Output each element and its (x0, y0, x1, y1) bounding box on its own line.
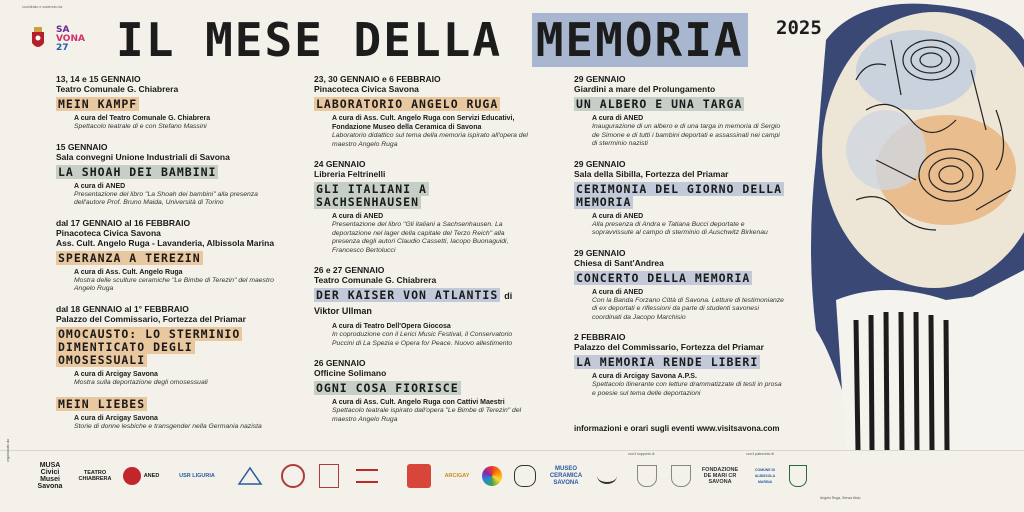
event-organizer: A cura di ANED (74, 182, 126, 190)
event-organizer: A cura di Arcigay Savona A.P.S. (592, 373, 697, 380)
cattivi-maestri-logo (404, 458, 434, 494)
event-venue: Giardini a mare del Prolungamento (574, 84, 716, 94)
artwork-portrait (796, 0, 1024, 450)
event-venue: Palazzo del Commissario, Fortezza del Priamar (574, 342, 764, 352)
savona-crest-icon (30, 26, 46, 52)
event-date: 26 e 27 GENNAIO (314, 265, 385, 275)
events-column-3 (574, 74, 786, 408)
isrec-logo (350, 458, 384, 494)
event-venue: Palazzo del Commissario, Fortezza del Priamar (56, 313, 246, 324)
events-column-2 (314, 74, 534, 434)
event-organizer: A cura di Ass. Cult. Angelo Ruga (74, 268, 183, 276)
event-title: DER KAISER VON ATLANTIS (316, 288, 499, 302)
event-date: 29 GENNAIO (574, 74, 626, 84)
event-title: LA MEMORIA RENDE LIBERI (576, 355, 759, 369)
footer-org-label: organizzato da (6, 439, 10, 462)
event-venue: Sala della Sibilla, Fortezza del Priamar (574, 168, 729, 179)
event-title: SPERANZA A TEREZIN (58, 250, 201, 265)
events-column-1 (56, 74, 276, 442)
event-title: MEIN KAMPF (58, 97, 138, 111)
event-venue: Teatro Comunale G. Chiabrera (56, 84, 179, 94)
event-organizer: A cura di Ass. Cult. Angelo Ruga con Cattivi Maestri (332, 399, 505, 406)
event-venue: Teatro Comunale G. Chiabrera (314, 275, 437, 285)
event-item (56, 218, 276, 294)
event-item (56, 304, 276, 388)
footer-support-label: con il supporto di (628, 452, 655, 456)
event-description: Spettacolo itinerante con letture drammatizzate di testi in prosa e poesie sul tema delle deportazioni (592, 381, 782, 397)
swirl-logo (594, 458, 620, 494)
event-venue: Libreria Feltrinelli (314, 169, 386, 179)
event-organizer: A cura di ANED (332, 213, 384, 220)
event-description: Presentazione del libro "La Shoah dei bambini" alla presenza dell'autore Prof. Bruno Maida, Università di Torino (74, 190, 258, 206)
event-date: 23, 30 GENNAIO e 6 FEBBRAIO (314, 74, 441, 84)
albissola-logo: COMUNE DI ALBISSOLA MARINA (754, 468, 776, 484)
event-date: 29 GENNAIO (574, 247, 626, 258)
event-date: 2 FEBBRAIO (574, 332, 626, 342)
footer-patronage-label: con il patrocinio di (746, 452, 775, 456)
event-item (574, 74, 786, 149)
event-venue: Pinacoteca Civica Savona (314, 84, 419, 94)
event-description: Storie di donne lesbiche e transgender nella Germania nazista (74, 423, 262, 430)
event-item (574, 159, 786, 238)
event-item (314, 74, 534, 149)
year-label: 2025 (776, 17, 822, 39)
event-description: Spettacolo teatrale ispirato dall'opera "Le Bimbe di Terezin" del maestro Angelo Ruga (332, 407, 522, 423)
event-item (314, 265, 534, 348)
event-organizer: A cura di ANED (592, 115, 644, 122)
event-venue: Officine Solimano (314, 368, 387, 378)
event-date: 24 GENNAIO (314, 159, 366, 169)
event-date: 15 GENNAIO (56, 141, 108, 152)
crest-logo-2 (668, 458, 694, 494)
event-date: 13, 14 e 15 GENNAIO (56, 74, 141, 84)
info-text[interactable]: informazioni e orari sugli eventi www.visitsavona.com (574, 424, 780, 433)
event-organizer: A cura di ANED (592, 288, 644, 296)
event-description: Inaugurazione di un albero e di una targa in memoria di Sergio de Simone e di tutti i bambini deportati e assassinati nei campi di sterminio nazisti (592, 123, 781, 147)
footer-divider (0, 450, 1024, 451)
crest-logo-1 (634, 458, 660, 494)
artwork-credit: Angelo Ruga, Senza titolo (820, 496, 861, 500)
event-item (56, 74, 276, 132)
event-venue: Pinacoteca Civica Savona Ass. Cult. Angelo Ruga - Lavanderia, Albissola Marina (56, 227, 275, 248)
event-title: GLI ITALIANI A SACHSENHAUSEN (316, 182, 427, 209)
event-title: OMOCAUSTO: LO STERMINIO DIMENTICATO DEGLI OMOSESSUALI (58, 326, 241, 367)
event-venue: Sala convegni Unione Industriali di Savona (56, 151, 230, 162)
teatro-chiabrera-logo: TEATRO CHIABRERA (78, 470, 112, 482)
event-description: Laboratorio didattico sul tema della memoria ispirato all'opera del maestro Angelo Ruga (332, 132, 528, 148)
event-organizer: A cura di Arcigay Savona (74, 415, 158, 422)
ruga-logo (512, 458, 538, 494)
event-description: Mostra sulla deportazione degli omosessuali (74, 378, 208, 386)
event-title: CONCERTO DELLA MEMORIA (576, 270, 751, 285)
event-item (56, 397, 276, 432)
event-title: LABORATORIO ANGELO RUGA (316, 97, 499, 111)
aned-logo: ANED (118, 458, 164, 494)
title-highlight: MEMORIA (532, 13, 748, 67)
arcigay-logo: ARCIGAY (444, 473, 470, 479)
event-title-suffix: di Viktor Ullman (314, 291, 513, 316)
usr-liguria-logo: USR LIGURIA (179, 473, 215, 479)
event-description: Con la Banda Forzano Città di Savona. Letture di testimonianze di ex deportati e riflessioni da parte di studenti savonesi coordinati da Jacopo Marchisio (592, 296, 784, 321)
event-title: CERIMONIA DEL GIORNO DELLA MEMORIA (576, 181, 783, 209)
museo-ceramica-logo: MUSEO CERAMICA SAVONA (549, 465, 583, 486)
musa-logo: MUSA Civici Musei Savona (37, 462, 63, 490)
opera-giocosa-logo (232, 458, 268, 494)
rainbow-logo (480, 458, 504, 494)
event-venue: Chiesa di Sant'Andrea (574, 257, 664, 268)
event-item (574, 248, 786, 323)
event-item (574, 332, 786, 398)
event-description: Mostra delle sculture ceramiche "Le Bimbe di Terezin" del maestro Angelo Ruga (74, 276, 274, 292)
event-date: dal 17 GENNAIO al 16 FEBBRAIO (56, 217, 191, 228)
fondazione-de-mari-logo: FONDAZIONE DE MARI CR SAVONA (701, 467, 739, 485)
event-title: OGNI COSA FIORISCE (316, 381, 459, 395)
event-date: dal 18 GENNAIO al 1° FEBBRAIO (56, 303, 189, 314)
emblem-logo-1 (280, 458, 306, 494)
sponsor-label: coordinato e sostenuto da (22, 5, 63, 9)
event-organizer: A cura di Ass. Cult. Angelo Ruga con Servizi Educativi, Fondazione Museo della Ceramica di Savona (332, 115, 515, 131)
event-organizer: A cura di Arcigay Savona (74, 370, 158, 378)
event-description: Spettacolo teatrale di e con Stefano Massini (74, 123, 207, 130)
event-date: 29 GENNAIO (574, 158, 626, 169)
event-item (314, 159, 534, 255)
event-title: LA SHOAH DEI BAMBINI (58, 164, 217, 179)
event-organizer: A cura di ANED (592, 212, 644, 220)
event-item (314, 358, 534, 424)
emblem-logo-2 (316, 458, 342, 494)
event-organizer: A cura di Teatro Dell'Opera Giocosa (332, 323, 451, 330)
event-organizer: A cura del Teatro Comunale G. Chiabrera (74, 115, 211, 122)
page-title: IL MESE DELLA MEMORIA (116, 12, 748, 68)
event-title: MEIN LIEBES (58, 397, 146, 411)
event-item (56, 142, 276, 208)
savona-2027-logo: SA VONA 27 (56, 25, 85, 53)
event-description: Presentazione del libro "Gli italiani a Sachsenhausen. La deportazione nel lager della capitale del Terzo Reich" alla presenza degli autori Claudio Cassetti, Iacopo Buonaguidi, Francesco Bertolucci (332, 221, 509, 254)
event-title: UN ALBERO E UNA TARGA (576, 97, 743, 111)
event-date: 26 GENNAIO (314, 358, 366, 368)
event-description: Alla presenza di Andra e Tatiana Bucci deportate e sopravvissute al campo di sterminio di Auschwitz Birkenau (592, 220, 768, 236)
event-description: In coproduzione con il Lerici Music Festival, il Conservatorio Puccini di La Spezia e Opera for Peace. Nuovo allestimento (332, 331, 513, 347)
crest-logo-3 (786, 458, 810, 494)
